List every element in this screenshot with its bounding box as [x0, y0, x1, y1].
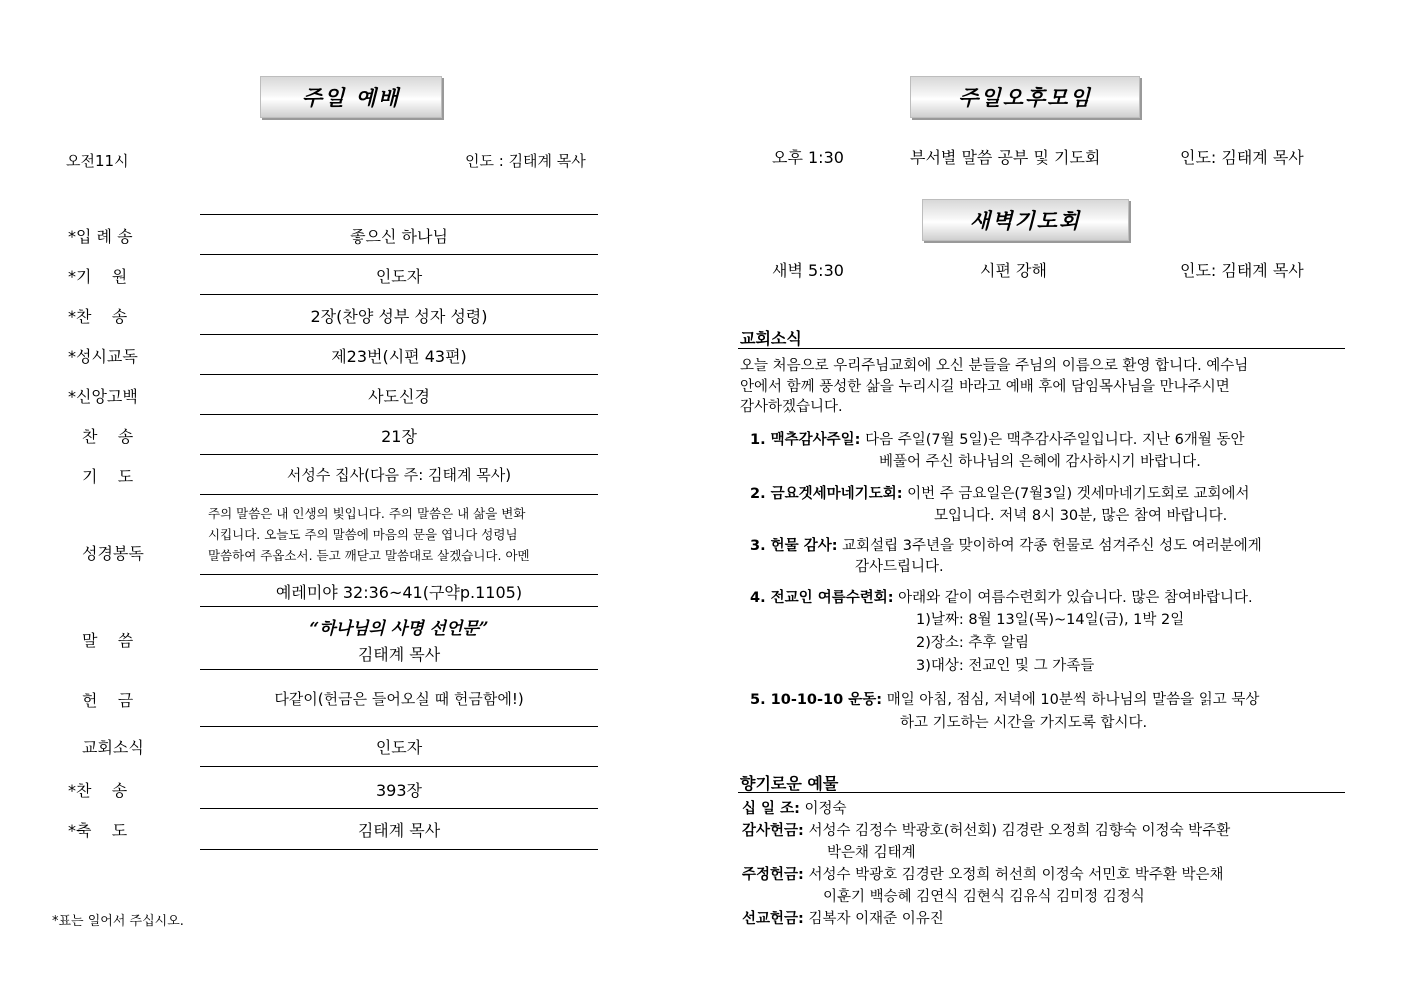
news-intro-line: 안에서 함께 풍성한 삶을 누리시길 바라고 예배 후에 담임목사님을 만나주시면	[740, 378, 1230, 395]
order-label: 교회소식	[82, 738, 144, 757]
news-item-text: 베풀어 주신 하나님의 은혜에 감사하시기 바랍니다.	[879, 454, 1201, 470]
offering-names: 이정숙	[804, 801, 847, 817]
offering-names: 박은채 김태계	[827, 845, 916, 861]
news-item-head: 3. 헌물 감사:	[750, 538, 838, 554]
news-item-text: 감사드립니다.	[855, 559, 944, 575]
news-item-text: 하고 기도하는 시간을 가지도록 합시다.	[900, 715, 1148, 731]
order-content: 김태계 목사	[357, 821, 441, 840]
news-item-head: 1. 맥추감사주일:	[750, 432, 861, 448]
divider	[200, 669, 598, 670]
order-content: 서성수 집사(다음 주: 김태계 목사)	[286, 466, 512, 484]
afternoon-desc: 부서별 말씀 공부 및 기도회	[910, 148, 1101, 167]
news-intro	[740, 356, 1248, 418]
divider	[200, 726, 598, 727]
divider	[200, 574, 598, 575]
divider	[200, 454, 598, 455]
order-label: *축 도	[68, 821, 128, 840]
offering-title: 향기로운 예물	[740, 774, 839, 793]
order-label: *찬 송	[68, 307, 128, 326]
news-item	[750, 483, 1249, 505]
news-item-text: 1)날짜: 8월 13일(목)~14일(금), 1박 2일	[916, 612, 1185, 628]
offering-label: 감사헌금:	[742, 823, 804, 839]
divider	[200, 494, 598, 495]
order-content: 인도자	[375, 267, 423, 286]
divider	[200, 334, 598, 335]
news-item-text: 매일 아침, 점심, 저녁에 10분씩 하나님의 말씀을 읽고 묵상	[886, 692, 1260, 708]
sermon-preacher: 김태계 목사	[357, 645, 441, 664]
news-item-head: 2. 금요겟세마네기도회:	[750, 486, 903, 502]
dawn-time: 새벽 5:30	[772, 261, 844, 280]
news-item	[750, 689, 1259, 711]
divider	[200, 254, 598, 255]
offering-rule	[738, 792, 1345, 793]
divider	[200, 606, 598, 607]
dawn-desc: 시편 강해	[980, 261, 1047, 280]
worship-title: 주일 예배	[301, 85, 401, 110]
divider	[200, 849, 598, 850]
order-content: 인도자	[375, 738, 423, 757]
offering-row	[742, 798, 847, 820]
offering-row	[742, 908, 944, 930]
order-content: 사도신경	[368, 387, 430, 406]
dawn-title: 새벽기도회	[969, 208, 1082, 233]
sermon-label: 말 씀	[82, 631, 134, 650]
standing-footnote: *표는 일어서 주십시오.	[52, 914, 184, 929]
order-label: *신앙고백	[68, 387, 138, 406]
news-item-text: 교회설립 3주년을 맞이하여 각종 헌물로 섬겨주신 성도 여러분에게	[842, 538, 1262, 554]
order-content: 393장	[376, 781, 422, 800]
offering-names: 서성수 김정수 박광호(허선회) 김경란 오정희 김향숙 이정숙 박주환	[808, 823, 1231, 839]
news-item-text: 모입니다. 저녁 8시 30분, 많은 참여 바랍니다.	[934, 508, 1228, 524]
worship-time: 오전11시	[66, 152, 129, 170]
news-item	[750, 535, 1262, 557]
offering-row	[742, 864, 1224, 886]
reading-prayer-line: 말씀하여 주옵소서. 듣고 깨닫고 말씀대로 살겠습니다. 아멘	[208, 548, 530, 563]
afternoon-time: 오후 1:30	[772, 148, 844, 167]
news-intro-line: 오늘 처음으로 우리주님교회에 오신 분들을 주님의 이름으로 환영 합니다. 예수님	[740, 358, 1249, 374]
reading-prayer-line: 시킵니다. 오늘도 주의 말씀에 마음의 문을 엽니다 성령님	[208, 527, 518, 542]
news-item-text: 2)장소: 추후 알림	[916, 635, 1030, 651]
news-intro-line: 감사하겠습니다.	[740, 399, 843, 415]
divider	[200, 294, 598, 295]
order-label: 헌 금	[82, 691, 134, 710]
order-content: 제23번(시편 43편)	[331, 347, 467, 366]
news-item	[750, 587, 1253, 609]
news-item	[750, 429, 1245, 451]
order-content: 21장	[381, 427, 417, 446]
worship-banner	[260, 76, 442, 118]
afternoon-leader: 인도: 김태계 목사	[1180, 148, 1304, 167]
order-content: 다같이(헌금은 들어오실 때 헌금함에!)	[274, 690, 524, 708]
order-label: *찬 송	[68, 781, 128, 800]
sermon-title: “하나님의 사명 선언문”	[309, 619, 489, 639]
order-content: 2장(찬양 성부 성자 성령)	[310, 307, 488, 326]
reading-label: 성경봉독	[82, 544, 144, 563]
divider	[200, 214, 598, 215]
news-title: 교회소식	[740, 329, 802, 348]
divider	[200, 374, 598, 375]
order-label: *성시교독	[68, 347, 138, 366]
news-rule	[738, 348, 1345, 349]
offering-names: 김복자 이재준 이유진	[808, 911, 944, 927]
offering-names: 이훈기 백승혜 김연식 김현식 김유식 김미정 김정식	[823, 889, 1145, 905]
order-label: *입 례 송	[68, 227, 133, 246]
order-label: *기 원	[68, 267, 128, 286]
dawn-leader: 인도: 김태계 목사	[1180, 261, 1304, 280]
reading-reference: 예레미야 32:36~41(구약p.1105)	[275, 583, 523, 602]
order-label: 기 도	[82, 467, 134, 486]
offering-label: 십 일 조:	[742, 801, 800, 817]
order-label: 찬 송	[82, 427, 134, 446]
order-content: 좋으신 하나님	[350, 227, 448, 246]
reading-prayer-line: 주의 말씀은 내 인생의 빛입니다. 주의 말씀은 내 삶을 변화	[208, 506, 526, 521]
afternoon-title: 주일오후모임	[958, 85, 1092, 110]
divider	[200, 766, 598, 767]
offering-label: 선교헌금:	[742, 911, 804, 927]
offering-names: 서성수 박광호 김경란 오정희 허선희 이정숙 서민호 박주환 박은채	[808, 867, 1224, 883]
afternoon-banner	[910, 76, 1140, 118]
worship-leader: 인도 : 김태계 목사	[465, 152, 586, 170]
news-item-text: 아래와 같이 여름수련회가 있습니다. 많은 참여바랍니다.	[898, 590, 1253, 606]
divider	[200, 414, 598, 415]
reading-prayer	[208, 503, 590, 566]
news-item-head: 5. 10-10-10 운동:	[750, 692, 883, 708]
news-item-text: 3)대상: 전교인 및 그 가족들	[916, 658, 1095, 674]
divider	[200, 808, 598, 809]
dawn-banner	[922, 199, 1129, 241]
news-item-text: 이번 주 금요일은(7월3일) 겟세마네기도회로 교회에서	[907, 486, 1250, 502]
news-item-text: 다음 주일(7월 5일)은 맥추감사주일입니다. 지난 6개월 동안	[865, 432, 1245, 448]
news-item-head: 4. 전교인 여름수련회:	[750, 590, 894, 606]
offering-row	[742, 820, 1230, 842]
offering-label: 주정헌금:	[742, 867, 804, 883]
